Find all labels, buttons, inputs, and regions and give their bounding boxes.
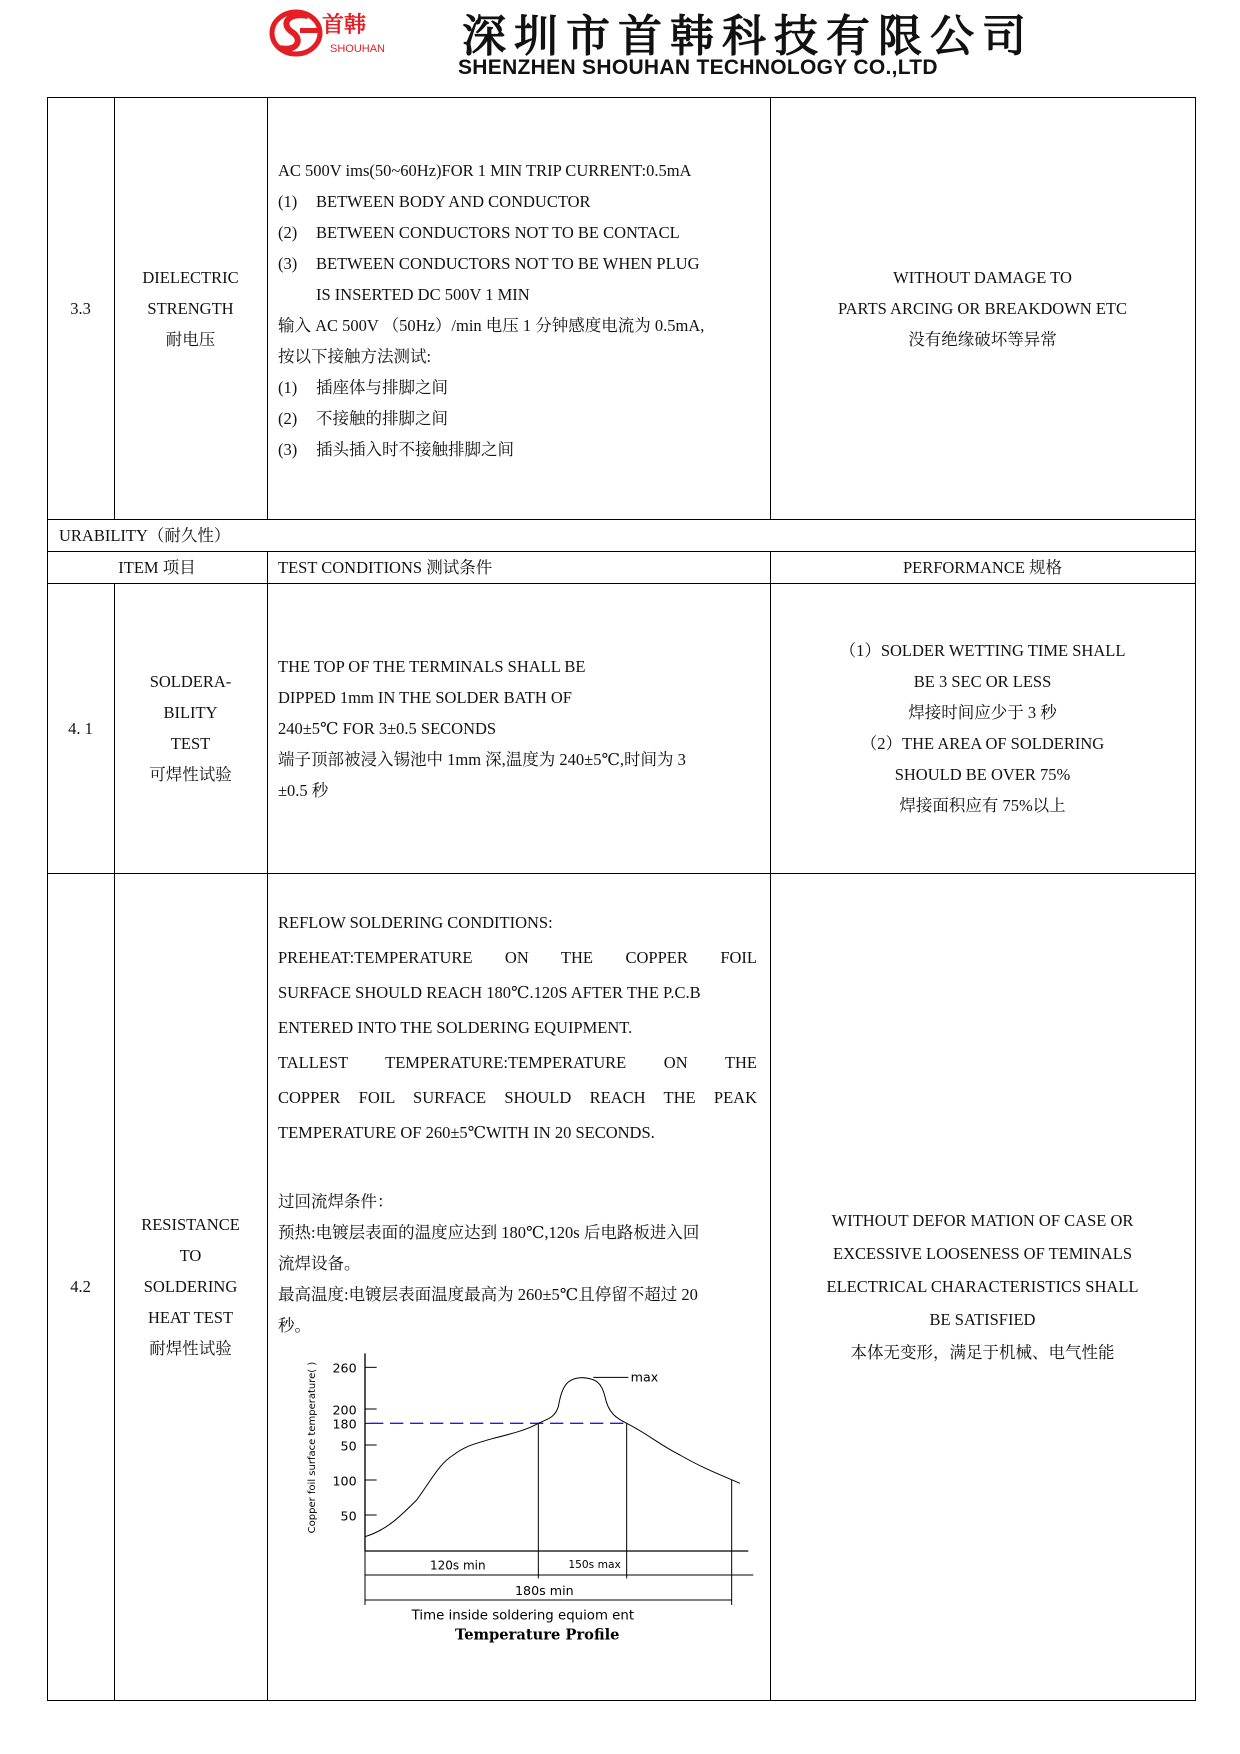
item-name: SOLDERA- BILITY TEST 可焊性试验 bbox=[149, 672, 232, 784]
section-title: URABILITY（耐久性） bbox=[59, 525, 231, 545]
y-tick: 260 bbox=[332, 1360, 357, 1376]
company-name-cn: 深圳市首韩科技有限公司 bbox=[462, 11, 1034, 62]
item-name: DIELECTRIC STRENGTH 耐电压 bbox=[142, 267, 239, 349]
segment-peak: 150s max bbox=[568, 1558, 621, 1571]
test-conditions: AC 500V ims(50~60Hz)FOR 1 MIN TRIP CURRENT:0.5mA (1) BETWEEN BODY AND CONDUCTOR (2) BETWEEN CONDUCTORS NOT TO BE CONTACL (3) BETWEEN CONDUCTORS NOT TO BE WHEN PLUG IS INSERTED DC 500V 1 MIN 输入 AC 500V （50Hz）/min 电压 1 分钟感度电流为 0.5mA, 按以下接触方法测试: (1) 插座体与排脚之间 (2) 不接触的排脚之间 (3) 插头插入时不接触排脚之间 bbox=[278, 161, 705, 459]
column-header-performance: PERFORMANCE 规格 bbox=[902, 557, 1063, 577]
max-label: max bbox=[630, 1369, 659, 1385]
chart-x-label: Time inside soldering equiom ent bbox=[411, 1608, 635, 1624]
test-conditions-en: REFLOW SOLDERING CONDITIONS: PREHEAT:TEMPERATURE ON THE COPPER FOIL SURFACE SHOULD REACH 180℃.120S AFTER THE P.C.B ENTERED INTO THE SOLDERING EQUIPMENT. TALLEST TEMPERATURE:TEMPERATURE ON THE COPPER FOIL SURFACE SHOULD REACH THE PEAK TEMPERATURE OF 260±5℃WITH IN 20 SECONDS. bbox=[278, 913, 757, 1142]
performance: （1）SOLDER WETTING TIME SHALL BE 3 SEC OR LESS 焊接时间应少于 3 秒 （2）THE AREA OF SOLDERING SHOULD BE OVER 75% 焊接面积应有 75%以上 bbox=[839, 641, 1126, 815]
shouhan-logo bbox=[268, 6, 428, 58]
chart-y-label: Copper foil surface temperature( ) bbox=[307, 1361, 318, 1534]
y-tick: 50 bbox=[340, 1508, 357, 1524]
chart-title: Temperature Profile bbox=[455, 1626, 620, 1644]
svg-text:SHOUHAN: SHOUHAN bbox=[330, 43, 386, 55]
column-header-test: TEST CONDITIONS 测试条件 bbox=[278, 557, 493, 577]
segment-total: 180s min bbox=[515, 1583, 574, 1598]
item-name: RESISTANCE TO SOLDERING HEAT TEST 耐焊性试验 bbox=[141, 1215, 240, 1358]
temperature-profile-chart bbox=[260, 1330, 760, 1670]
y-tick: 100 bbox=[332, 1473, 357, 1489]
test-conditions-cn: 过回流焊条件： 预热:电镀层表面的温度应达到 180℃,120s 后电路板进入回 流焊设备。 最高温度:电镀层表面温度最高为 260±5℃且停留不超过 20 秒。 bbox=[278, 1192, 700, 1335]
company-name-en: SHENZHEN SHOUHAN TECHNOLOGY CO.,LTD bbox=[458, 56, 938, 79]
row-number: 4.2 bbox=[70, 1277, 91, 1296]
row-number: 4. 1 bbox=[68, 718, 93, 738]
y-tick: 200 bbox=[332, 1402, 357, 1418]
row-number: 3.3 bbox=[70, 298, 91, 318]
segment-preheat: 120s min bbox=[430, 1558, 486, 1573]
column-header-item: ITEM 项目 bbox=[118, 557, 196, 577]
y-tick: 50 bbox=[340, 1438, 357, 1454]
y-tick: 180 bbox=[332, 1416, 357, 1432]
test-conditions: THE TOP OF THE TERMINALS SHALL BE DIPPED 1mm IN THE SOLDER BATH OF 240±5℃ FOR 3±0.5 SECONDS 端子顶部被浸入锡池中 1mm 深,温度为 240±5℃,时间为 3 ±0.5 秒 bbox=[278, 656, 686, 800]
performance: WITHOUT DEFOR MATION OF CASE OR EXCESSIVE LOOSENESS OF TEMINALS ELECTRICAL CHARACTERISTICS SHALL BE SATISFIED 本体无变形，满足于机械、电气性能 bbox=[826, 1211, 1139, 1362]
temperature-curve bbox=[365, 1378, 740, 1537]
performance: WITHOUT DAMAGE TO PARTS ARCING OR BREAKDOWN ETC 没有绝缘破坏等异常 bbox=[837, 267, 1128, 349]
svg-text:首韩: 首韩 bbox=[322, 13, 367, 38]
